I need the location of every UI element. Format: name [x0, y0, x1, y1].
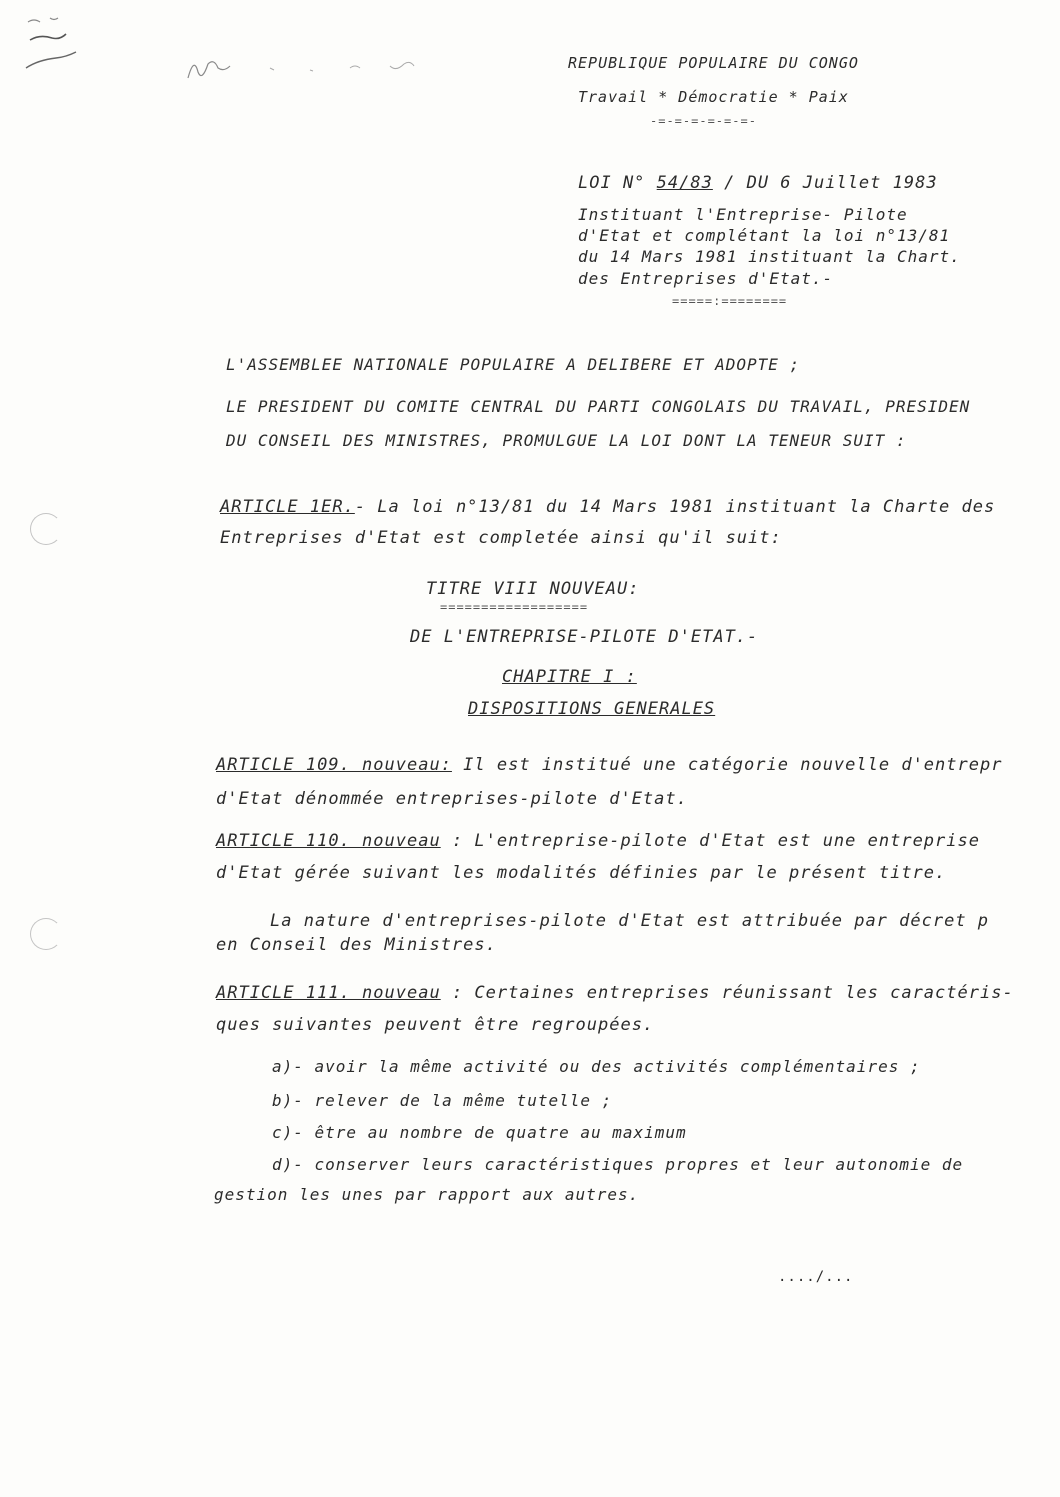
article-111-line — [216, 982, 1014, 1004]
article-109-text: Il est institué une catégorie nouvelle d'entrepr — [451, 755, 1003, 775]
article-109-line: d'Etat dénommée entreprises-pilote d'Etat. — [216, 789, 688, 809]
article-1er-label: ARTICLE 1ER. — [220, 497, 355, 517]
preamble-line: L'ASSEMBLEE NATIONALE POPULAIRE A DELIBERE ET ADOPTE ; — [226, 355, 801, 374]
article-109-label: ARTICLE 109. nouveau: — [216, 755, 452, 775]
article-110-line — [216, 830, 980, 852]
handwritten-mark-top-left — [20, 10, 90, 80]
article-111-text: : Certaines entreprises réunissant les caractéris- — [440, 983, 1014, 1003]
preamble-line: DU CONSEIL DES MINISTRES, PROMULGUE LA LOI DONT LA TENEUR SUIT : — [226, 431, 907, 450]
article-110-para2: en Conseil des Ministres. — [216, 935, 497, 955]
article-110-line: d'Etat gérée suivant les modalités définies par le présent titre. — [216, 863, 947, 883]
article-1er-line — [220, 496, 995, 518]
handwritten-annotation-top — [180, 48, 480, 88]
page-continuation-mark: ..../... — [778, 1269, 854, 1285]
dispositions-heading: DISPOSITIONS GENERALES — [468, 699, 716, 719]
titre-subheading: DE L'ENTREPRISE-PILOTE D'ETAT.- — [410, 627, 759, 647]
article-1er-line: Entreprises d'Etat est completée ainsi qu'il suit: — [220, 528, 782, 548]
titre-heading-rule: ================== — [440, 600, 589, 614]
country-name: REPUBLIQUE POPULAIRE DU CONGO — [568, 54, 859, 72]
law-subject-line: d'Etat et complétant la loi n°13/81 — [578, 226, 951, 245]
preamble-line: LE PRESIDENT DU COMITE CENTRAL DU PARTI CONGOLAIS DU TRAVAIL, PRESIDEN — [226, 397, 971, 416]
article-111-line: ques suivantes peuvent être regroupées. — [216, 1015, 655, 1035]
article-109-line — [216, 754, 1002, 776]
law-reference — [578, 172, 938, 194]
titre-heading: TITRE VIII NOUVEAU: — [426, 579, 640, 599]
national-motto: Travail * Démocratie * Paix — [578, 88, 849, 106]
article-110-text: : L'entreprise-pilote d'Etat est une entreprise — [440, 831, 980, 851]
subject-rule: =====:======== — [672, 294, 788, 308]
law-ref-prefix: LOI N° — [578, 173, 646, 193]
article-111-item: d)- conserver leurs caractéristiques propres et leur autonomie de — [272, 1155, 964, 1174]
article-111-item-cont: gestion les unes par rapport aux autres. — [214, 1185, 640, 1204]
law-ref-suffix: / DU 6 Juillet 1983 — [724, 173, 938, 193]
law-number: 54/83 — [656, 173, 713, 193]
chapitre-heading: CHAPITRE I : — [502, 667, 637, 687]
motto-rule: -=-=-=-=-=-=- — [650, 114, 757, 128]
punch-hole-lower — [30, 918, 62, 950]
law-subject-line: Instituant l'Entreprise- Pilote — [578, 205, 908, 224]
article-110-label: ARTICLE 110. nouveau — [216, 831, 441, 851]
law-subject-line: des Entreprises d'Etat.- — [578, 269, 834, 288]
article-111-item: b)- relever de la même tutelle ; — [272, 1091, 613, 1110]
punch-hole-upper — [30, 513, 62, 545]
article-111-item: c)- être au nombre de quatre au maximum — [272, 1123, 687, 1142]
article-110-para2: La nature d'entreprises-pilote d'Etat est attribuée par décret p — [270, 911, 990, 931]
article-111-item: a)- avoir la même activité ou des activités complémentaires ; — [272, 1057, 921, 1076]
article-111-label: ARTICLE 111. nouveau — [216, 983, 441, 1003]
article-1er-text: - La loi n°13/81 du 14 Mars 1981 instituant la Charte des — [354, 497, 996, 517]
law-subject-line: du 14 Mars 1981 instituant la Chart. — [578, 247, 961, 266]
